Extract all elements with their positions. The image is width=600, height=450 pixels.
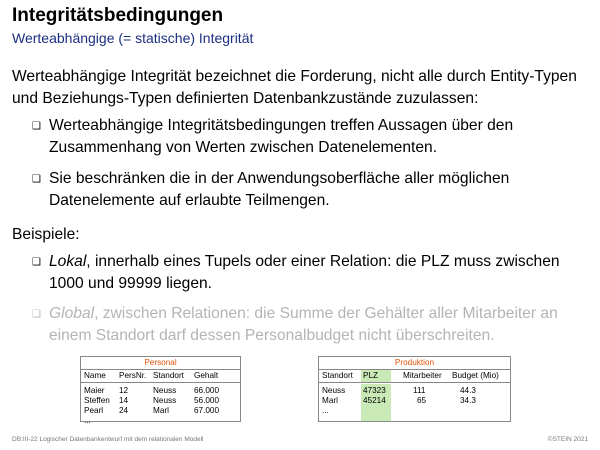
table-cell: 67.000 — [194, 406, 220, 415]
examples-heading: Beispiele: — [12, 226, 80, 243]
slide-title: Integritätsbedingungen — [12, 5, 224, 26]
table-cell: Pearl — [84, 406, 104, 415]
table-row — [81, 385, 240, 395]
slide-subtitle: Werteabhängige (= statische) Integrität — [12, 30, 254, 46]
personal-table — [80, 356, 241, 425]
column-header: PersNr. — [119, 371, 147, 380]
column-header: Name — [84, 371, 106, 380]
table-cell: Neuss — [153, 386, 177, 395]
intro-paragraph: Werteabhängige Integrität bezeichnet die Forderung, nicht alle durch Entity-Typen und Beziehungs-Typen definierten Datenbankzustände zuzulassen: — [12, 68, 577, 107]
table-cell: Steffen — [84, 396, 110, 405]
table-cell: Maier — [84, 386, 105, 395]
table-row — [81, 405, 240, 415]
column-header: Mitarbeiter — [403, 371, 442, 380]
bullet-text: Werteabhängige Integritätsbedingungen treffen Aussagen über den Zusammenhang von Werten zwischen Datenelementen. — [49, 117, 514, 156]
table-cell: 14 — [119, 396, 129, 405]
table-caption: Produktion — [319, 357, 510, 370]
checkbox-bullet-icon: ❑ — [32, 121, 41, 132]
table-cell: 12 — [119, 386, 129, 395]
example-text — [49, 251, 579, 295]
table-header-row — [81, 370, 240, 383]
example-term: Global — [49, 305, 95, 322]
table-cell: Marl — [322, 396, 338, 405]
table-cell: Neuss — [322, 386, 346, 395]
table-row — [81, 415, 240, 425]
table-cell: 47323 — [363, 386, 386, 395]
table-cell: Neuss — [153, 396, 177, 405]
table-caption: Personal — [81, 357, 240, 370]
checkbox-bullet-icon: ❑ — [32, 309, 41, 320]
column-header: Budget (Mio) — [452, 371, 499, 380]
column-header: Gehalt — [194, 371, 219, 380]
table-cell: 34.3 — [460, 396, 476, 405]
table-cell: 56.000 — [194, 396, 220, 405]
table-row — [81, 395, 240, 405]
checkbox-bullet-icon: ❑ — [32, 257, 41, 268]
column-header: Standort — [322, 371, 353, 380]
table-cell: 65 — [417, 396, 427, 405]
table-cell: ... — [322, 406, 329, 415]
table-cell: ... — [84, 416, 91, 425]
example-text — [49, 303, 579, 347]
table-cell: Marl — [153, 406, 169, 415]
table-cell: 45214 — [363, 396, 386, 405]
table-row — [319, 395, 510, 405]
table-row — [319, 405, 510, 415]
example-description: , innerhalb eines Tupels oder einer Relation: die PLZ muss zwischen 1000 und 99999 liegen. — [49, 253, 560, 292]
table-header-row — [319, 370, 510, 383]
column-header: PLZ — [361, 370, 391, 382]
example-term: Lokal — [49, 253, 87, 270]
produktion-table — [318, 356, 511, 422]
checkbox-bullet-icon: ❑ — [32, 174, 41, 185]
example-description: , zwischen Relationen: die Summe der Gehälter aller Mitarbeiter an einem Standort darf dessen Personalbudget nicht überschreiten. — [49, 305, 558, 344]
footer-right: ©STEIN 2021 — [547, 436, 588, 443]
column-header: Standort — [153, 371, 184, 380]
table-cell: 66.000 — [194, 386, 220, 395]
table-row — [319, 385, 510, 395]
table-cell: 44.3 — [460, 386, 476, 395]
bullet-text: Sie beschränken die in der Anwendungsoberfläche aller möglichen Datenelemente auf erlaubte Teilmengen. — [49, 170, 510, 209]
table-cell: 24 — [119, 406, 129, 415]
footer-left: DB:III-22 Logischer Datenbankentwurf mit dem relationalen Modell — [12, 436, 204, 443]
table-cell: 111 — [413, 386, 426, 395]
